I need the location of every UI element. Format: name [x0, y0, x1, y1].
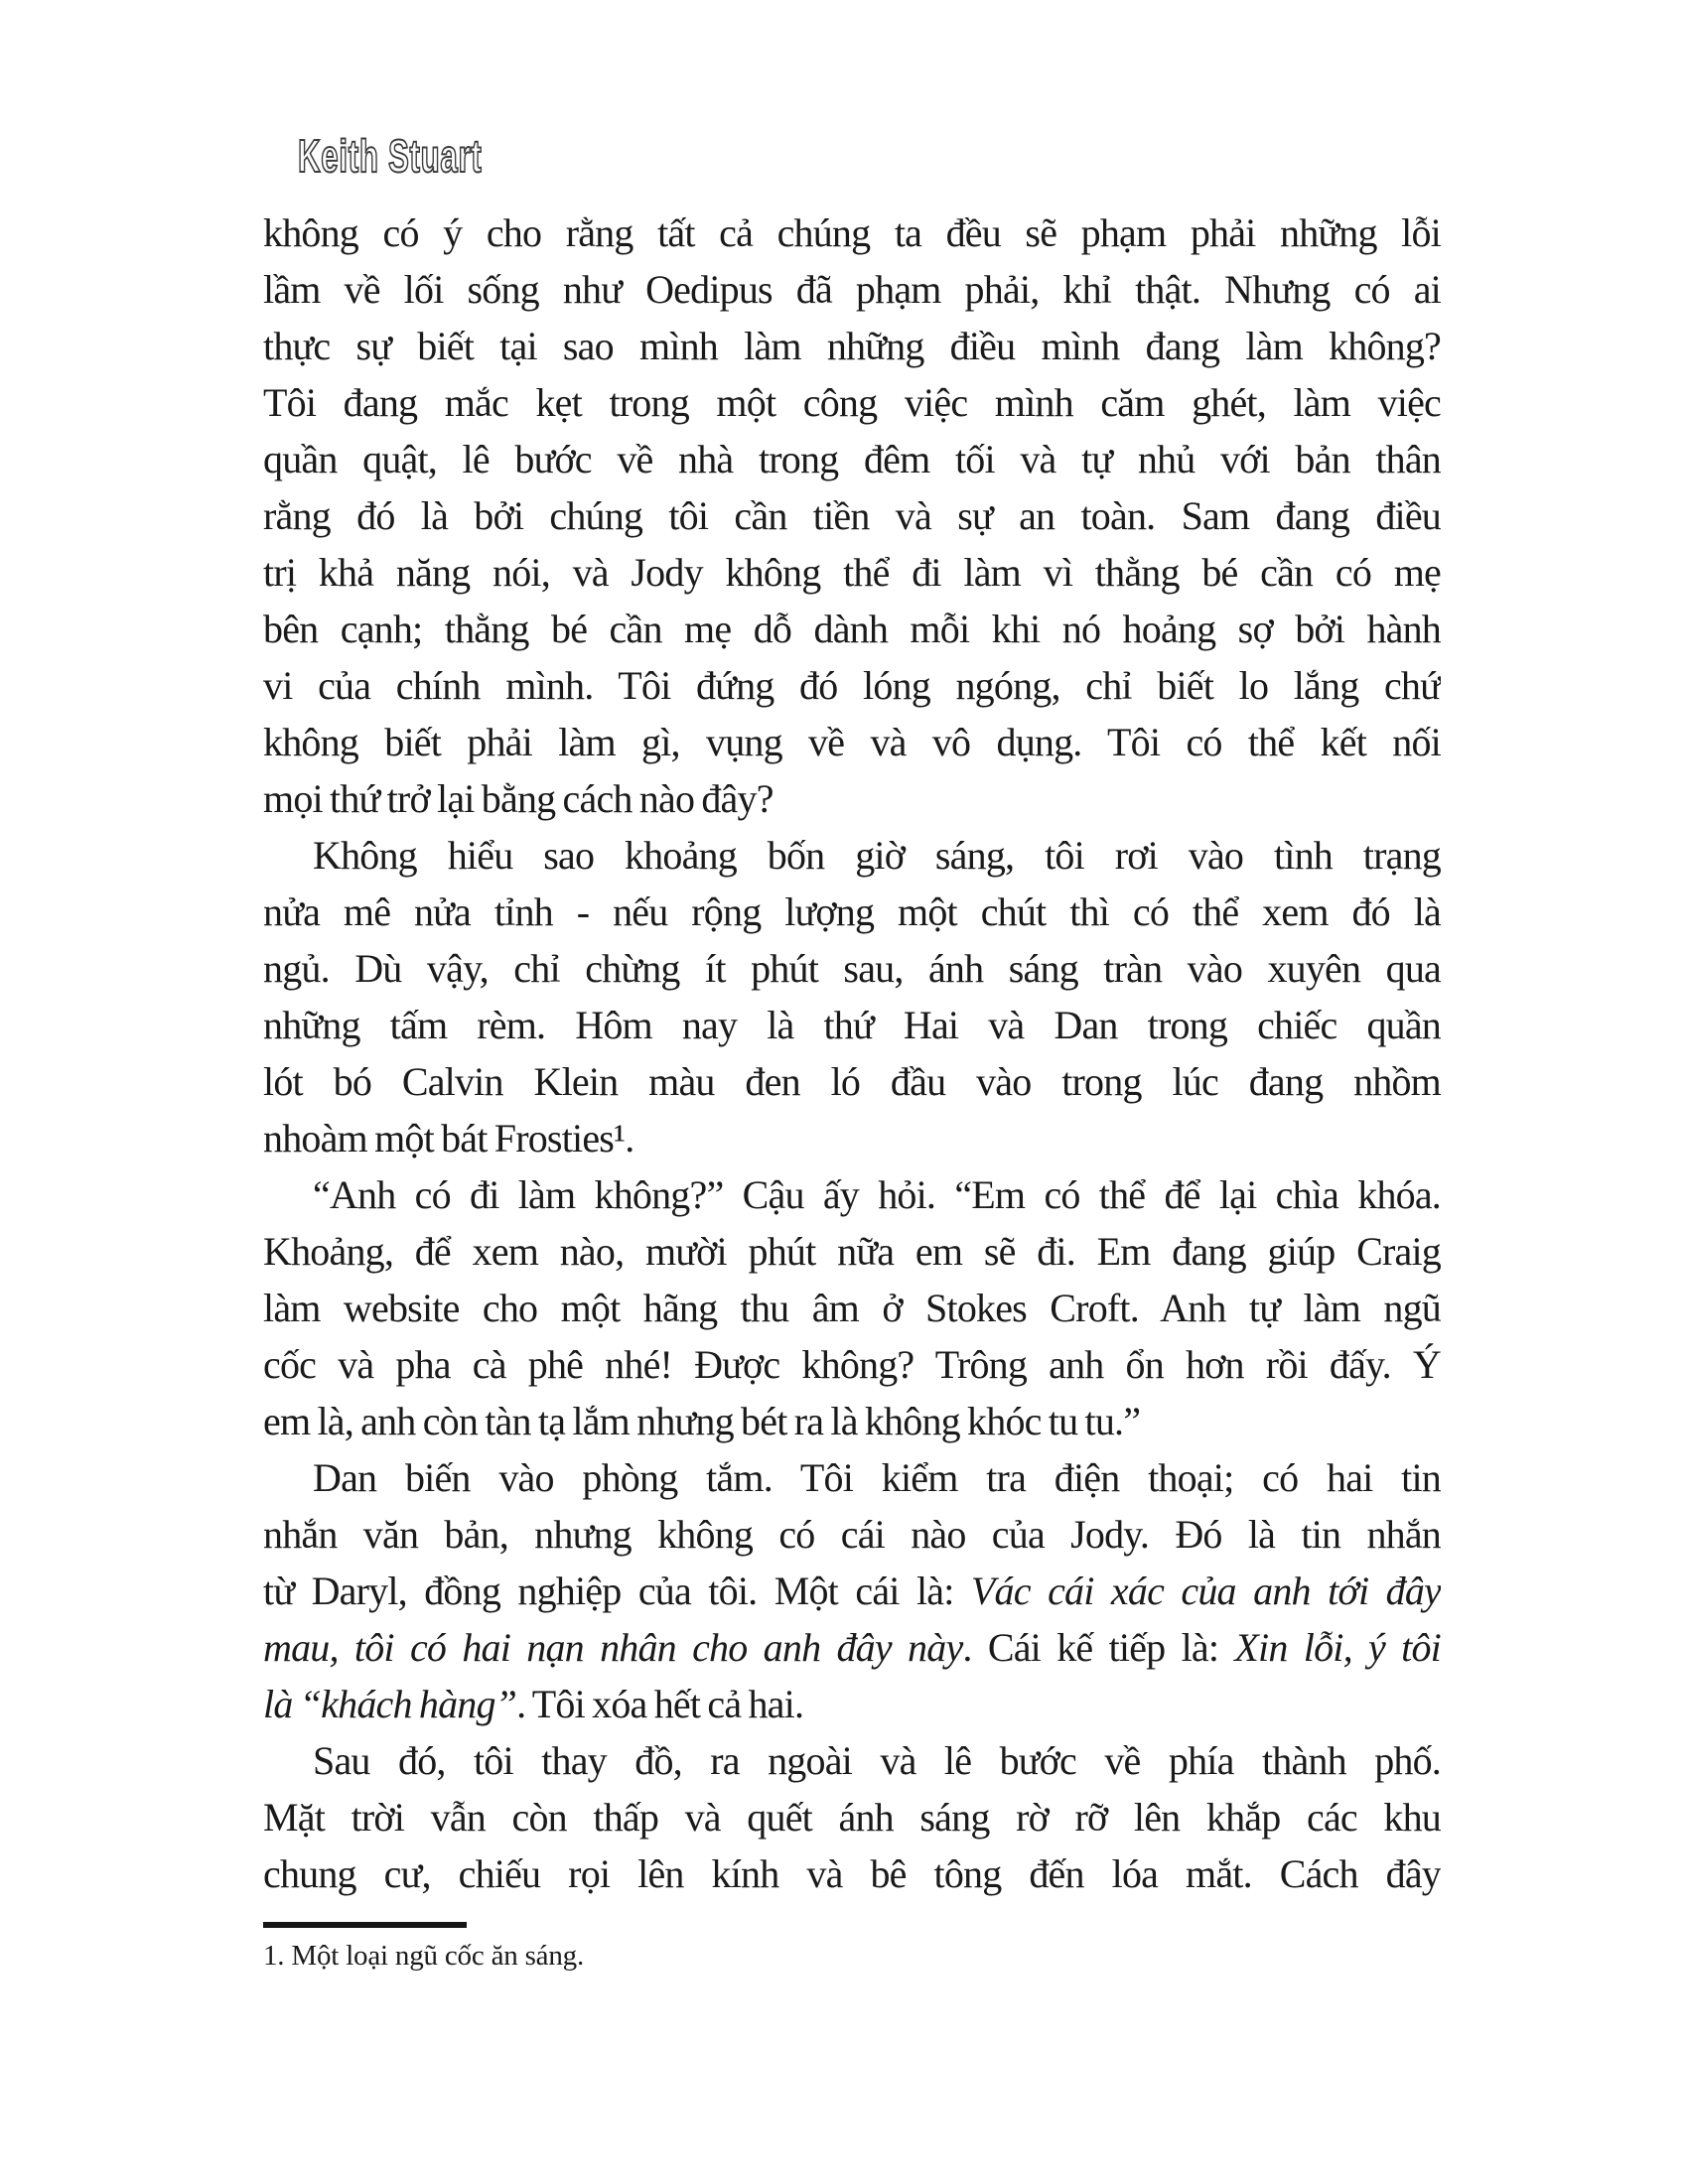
- text-segment: không có ý cho rằng tất cả chúng ta đều sẽ phạm phải những lỗi: [263, 210, 1441, 255]
- italic-text-segment: mau, tôi có hai nạn nhân cho anh đây này: [263, 1625, 963, 1670]
- text-line: [263, 1336, 1441, 1393]
- text-line: [263, 1789, 1441, 1845]
- text-segment: nhắn văn bản, nhưng không có cái nào của Jody. Đó là tin nhắn: [263, 1512, 1441, 1557]
- text-segment: Sau đó, tôi thay đồ, ra ngoài và lê bước về phía thành phố.: [313, 1738, 1441, 1783]
- text-line: [263, 1110, 1441, 1166]
- text-line: [263, 1053, 1441, 1110]
- italic-text-segment: Vác cái xác của anh tới đây: [970, 1569, 1441, 1613]
- text-segment: . Tôi xóa hết cả hai.: [516, 1682, 804, 1726]
- italic-text-segment: là “khách hàng”: [263, 1682, 517, 1726]
- text-segment: bên cạnh; thằng bé cần mẹ dỗ dành mỗi khi nó hoảng sợ bởi hành: [263, 607, 1441, 651]
- text-line: [263, 1619, 1441, 1676]
- text-line: [263, 431, 1441, 487]
- text-segment: ngủ. Dù vậy, chỉ chừng ít phút sau, ánh sáng tràn vào xuyên qua: [263, 946, 1441, 991]
- body-text: [263, 205, 1441, 1902]
- text-segment: Dan biến vào phòng tắm. Tôi kiểm tra điện thoại; có hai tin: [313, 1455, 1441, 1500]
- text-segment: rằng đó là bởi chúng tôi cần tiền và sự an toàn. Sam đang điều: [263, 493, 1441, 538]
- text-line: [263, 827, 1441, 884]
- text-segment: em là, anh còn tàn tạ lắm nhưng bét ra là không khóc tu tu.”: [263, 1399, 1141, 1443]
- text-segment: quần quật, lê bước về nhà trong đêm tối và tự nhủ với bản thân: [263, 437, 1441, 481]
- text-segment: chung cư, chiếu rọi lên kính và bê tông đến lóa mắt. Cách đây: [263, 1851, 1441, 1896]
- text-segment: Khoảng, để xem nào, mười phút nữa em sẽ đi. Em đang giúp Craig: [263, 1229, 1441, 1274]
- text-line: [263, 374, 1441, 431]
- text-line: [263, 1449, 1441, 1506]
- running-header: Keith Stuart: [298, 130, 483, 182]
- text-line: [263, 1845, 1441, 1902]
- text-line: [263, 205, 1441, 261]
- text-segment: nhoàm một bát Frosties¹.: [263, 1116, 634, 1160]
- text-line: [263, 1732, 1441, 1789]
- text-segment: nửa mê nửa tỉnh - nếu rộng lượng một chút thì có thể xem đó là: [263, 889, 1441, 934]
- text-segment: Tôi đang mắc kẹt trong một công việc mình căm ghét, làm việc: [263, 380, 1441, 425]
- text-segment: trị khả năng nói, và Jody không thể đi làm vì thằng bé cần có mẹ: [263, 550, 1441, 595]
- text-segment: mọi thứ trở lại bằng cách nào đây?: [263, 776, 774, 821]
- text-line: [263, 940, 1441, 997]
- text-line: [263, 1676, 1441, 1732]
- text-line: [263, 657, 1441, 714]
- text-line: [263, 487, 1441, 544]
- text-segment: những tấm rèm. Hôm nay là thứ Hai và Dan trong chiếc quần: [263, 1003, 1441, 1047]
- text-line: [263, 1506, 1441, 1563]
- text-line: [263, 884, 1441, 940]
- italic-text-segment: Xin lỗi, ý tôi: [1234, 1625, 1441, 1670]
- text-line: [263, 1166, 1441, 1223]
- text-line: [263, 997, 1441, 1053]
- footnote-text: 1. Một loại ngũ cốc ăn sáng.: [263, 1940, 585, 1972]
- text-line: [263, 261, 1441, 318]
- text-line: [263, 1393, 1441, 1449]
- text-segment: Không hiểu sao khoảng bốn giờ sáng, tôi rơi vào tình trạng: [313, 833, 1441, 878]
- text-segment: làm website cho một hãng thu âm ở Stokes Croft. Anh tự làm ngũ: [263, 1286, 1441, 1330]
- text-line: [263, 544, 1441, 601]
- text-segment: “Anh có đi làm không?” Cậu ấy hỏi. “Em có thể để lại chìa khóa.: [313, 1172, 1441, 1217]
- text-line: [263, 1563, 1441, 1619]
- text-segment: thực sự biết tại sao mình làm những điều mình đang làm không?: [263, 324, 1441, 368]
- text-segment: cốc và pha cà phê nhé! Được không? Trông anh ổn hơn rồi đấy. Ý: [263, 1342, 1441, 1387]
- text-line: [263, 714, 1441, 770]
- text-segment: . Cái kế tiếp là:: [962, 1625, 1235, 1670]
- text-segment: lót bó Calvin Klein màu đen ló đầu vào trong lúc đang nhồm: [263, 1059, 1441, 1104]
- text-segment: không biết phải làm gì, vụng về và vô dụng. Tôi có thể kết nối: [263, 720, 1441, 764]
- text-line: [263, 1280, 1441, 1336]
- text-line: [263, 318, 1441, 374]
- text-line: [263, 601, 1441, 657]
- text-segment: Mặt trời vẫn còn thấp và quết ánh sáng rờ rỡ lên khắp các khu: [263, 1795, 1441, 1840]
- text-segment: vi của chính mình. Tôi đứng đó lóng ngóng, chỉ biết lo lắng chứ: [263, 663, 1441, 708]
- text-line: [263, 1223, 1441, 1280]
- text-segment: từ Daryl, đồng nghiệp của tôi. Một cái là:: [263, 1569, 971, 1613]
- text-segment: lầm về lối sống như Oedipus đã phạm phải, khỉ thật. Nhưng có ai: [263, 267, 1441, 312]
- text-line: [263, 770, 1441, 827]
- footnote-separator: [263, 1922, 467, 1928]
